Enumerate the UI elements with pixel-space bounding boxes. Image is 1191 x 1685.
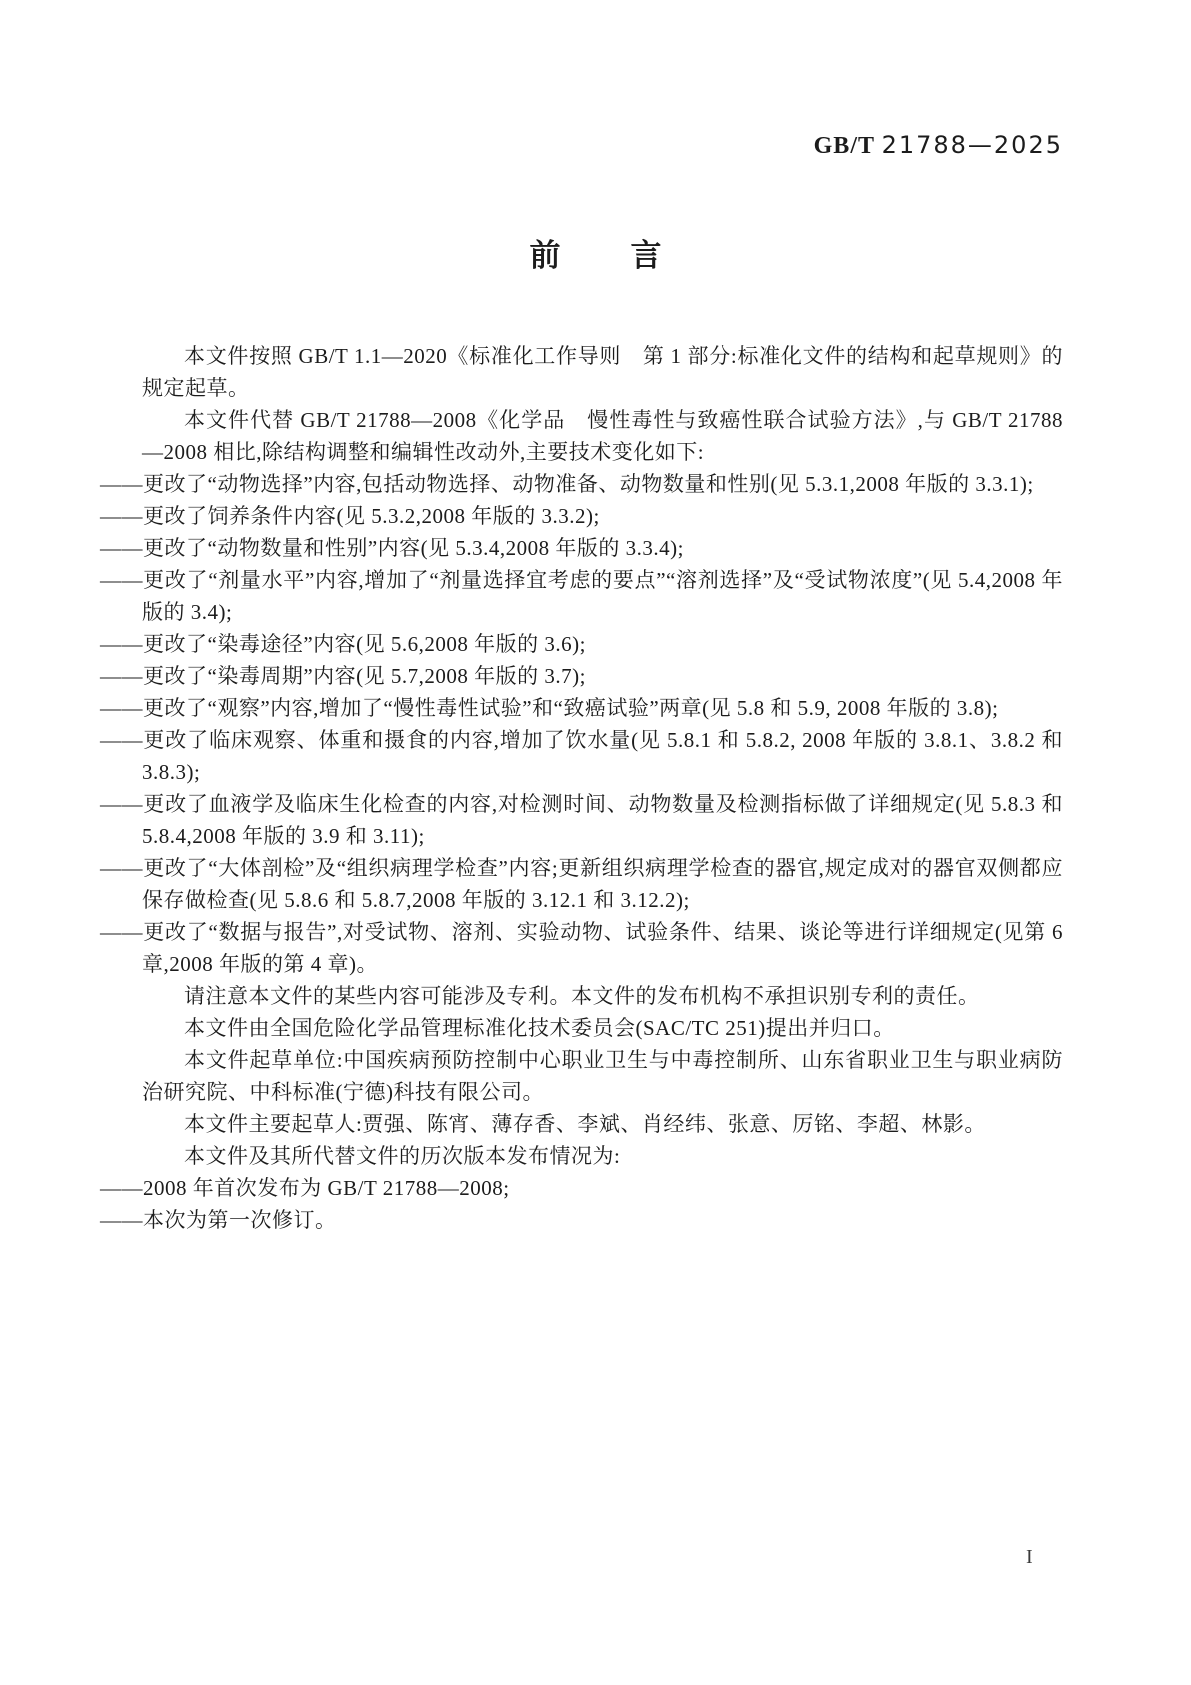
paragraph-drafting-units: 本文件起草单位:中国疾病预防控制中心职业卫生与中毒控制所、山东省职业卫生与职业病防治研究院、中科标准(宁德)科技有限公司。 [142,1048,1063,1104]
paragraph-patent-notice: 请注意本文件的某些内容可能涉及专利。本文件的发布机构不承担识别专利的责任。 [184,984,980,1008]
paragraph-drafting-basis: 本文件按照 GB/T 1.1—2020《标准化工作导则 第 1 部分:标准化文件的结构和起草规则》的规定起草。 [142,344,1063,400]
paragraph-drafters: 本文件主要起草人:贾强、陈宵、薄存香、李斌、肖经纬、张意、厉铭、李超、林影。 [184,1112,986,1136]
foreword-title [0,240,1191,271]
change-list-item: ——更改了“染毒途径”内容(见 5.6,2008 年版的 3.6); [100,632,586,656]
change-list-item: ——更改了血液学及临床生化检查的内容,对检测时间、动物数量及检测指标做了详细规定(见 5.8.3 和 5.8.4,2008 年版的 3.9 和 3.11); [100,792,1063,848]
paragraph-committee: 本文件由全国危险化学品管理标准化技术委员会(SAC/TC 251)提出并归口。 [184,1016,895,1040]
foreword-title-char-left: 前 [529,238,561,273]
change-list-item: ——更改了“动物选择”内容,包括动物选择、动物准备、动物数量和性别(见 5.3.1,2008 年版的 3.3.1); [100,472,1034,496]
change-list-item: ——更改了“剂量水平”内容,增加了“剂量选择宜考虑的要点”“溶剂选择”及“受试物浓度”(见 5.4,2008 年版的 3.4); [100,568,1063,624]
paragraph-replacement-note: 本文件代替 GB/T 21788—2008《化学品 慢性毒性与致癌性联合试验方法》,与 GB/T 21788—2008 相比,除结构调整和编辑性改动外,主要技术变化如下: [142,408,1063,464]
change-list-item: ——更改了“染毒周期”内容(见 5.7,2008 年版的 3.7); [100,664,586,688]
change-list-item: ——更改了“大体剖检”及“组织病理学检查”内容;更新组织病理学检查的器官,规定成对的器官双侧都应保存做检查(见 5.8.6 和 5.8.7,2008 年版的 3.12.1 和 3.12.2); [100,856,1063,912]
foreword-title-char-right: 言 [630,238,662,273]
change-list-item: ——更改了“数据与报告”,对受试物、溶剂、实验动物、试验条件、结果、谈论等进行详细规定(见第 6 章,2008 年版的第 4 章)。 [100,920,1063,976]
history-list-item: ——本次为第一次修订。 [100,1208,337,1232]
change-list-item: ——更改了“观察”内容,增加了“慢性毒性试验”和“致癌试验”两章(见 5.8 和 5.9, 2008 年版的 3.8); [100,696,999,720]
history-list-item: ——2008 年首次发布为 GB/T 21788—2008; [100,1176,510,1200]
change-list-item: ——更改了“动物数量和性别”内容(见 5.3.4,2008 年版的 3.3.4); [100,536,684,560]
change-list-item: ——更改了临床观察、体重和摄食的内容,增加了饮水量(见 5.8.1 和 5.8.2, 2008 年版的 3.8.1、3.8.2 和 3.8.3); [100,728,1063,784]
standard-code [814,131,1063,160]
change-list-item: ——更改了饲养条件内容(见 5.3.2,2008 年版的 3.3.2); [100,504,600,528]
standard-code-prefix: GB/T [813,133,875,159]
foreword-body [100,340,1063,1236]
standard-code-number: 21788—2025 [881,131,1063,159]
paragraph-history-intro: 本文件及其所代替文件的历次版本发布情况为: [184,1144,621,1168]
page-number: I [1026,1546,1033,1568]
